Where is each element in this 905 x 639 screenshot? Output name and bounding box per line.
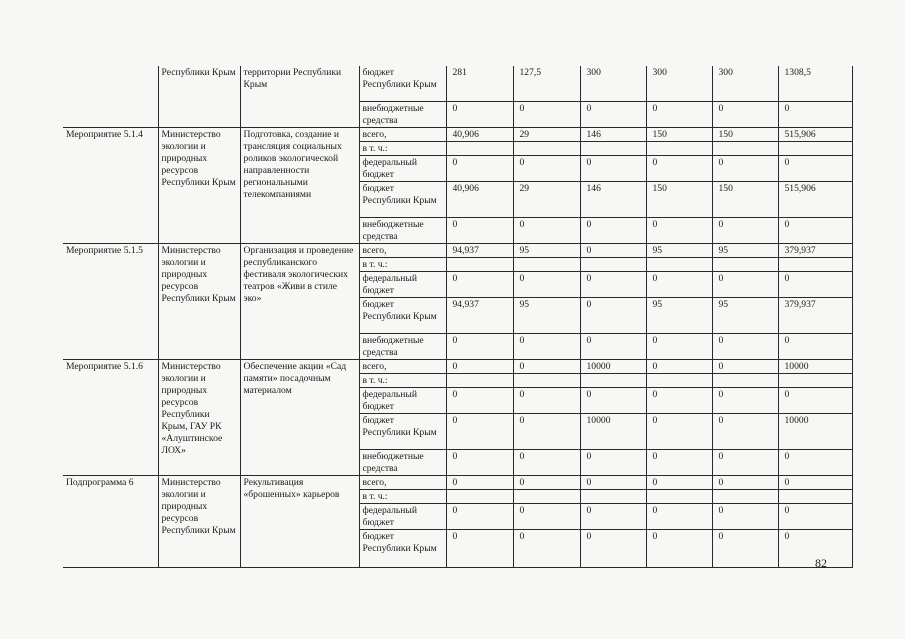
value-cell: 0 [513,359,580,373]
value-cell: 0 [513,217,580,243]
value-cell [513,489,580,503]
value-cell: 0 [446,529,513,567]
funding-source-cell: бюджет Республики Крым [359,66,446,101]
value-cell: 10000 [778,359,852,373]
value-cell: 0 [580,387,646,413]
value-cell: 150 [712,181,778,217]
value-cell: 0 [513,333,580,359]
value-cell: 0 [446,503,513,529]
value-cell: 0 [712,449,778,475]
executor-cell: Министерство экологии и природных ресурсов Республики Крым, ГАУ РК «Алуштинское ЛОХ» [158,359,240,475]
value-cell: 0 [580,529,646,567]
funding-source-cell: в т. ч.: [359,141,446,155]
funding-source-cell: бюджет Республики Крым [359,529,446,567]
table-row [63,243,852,257]
value-cell: 0 [712,529,778,567]
value-cell: 0 [446,155,513,181]
value-cell: 0 [646,503,712,529]
value-cell: 0 [580,449,646,475]
value-cell: 281 [446,66,513,101]
value-cell: 0 [446,217,513,243]
value-cell: 10000 [580,359,646,373]
value-cell: 0 [712,503,778,529]
value-cell: 0 [446,333,513,359]
value-cell: 0 [580,333,646,359]
value-cell [778,373,852,387]
value-cell: 95 [712,243,778,257]
value-cell: 300 [712,66,778,101]
value-cell [778,257,852,271]
value-cell: 0 [778,475,852,489]
value-cell: 0 [778,333,852,359]
description-cell: Организация и проведение республиканского фестиваля экологических театров «Живи в стиле эко» [240,243,359,359]
funding-source-cell: федеральный бюджет [359,503,446,529]
event-cell [63,66,158,127]
funding-source-cell: бюджет Республики Крым [359,413,446,449]
value-cell [712,257,778,271]
value-cell: 0 [513,529,580,567]
value-cell: 0 [712,101,778,127]
value-cell [446,373,513,387]
value-cell: 150 [646,181,712,217]
value-cell: 0 [646,529,712,567]
executor-cell: Министерство экологии и природных ресурсов Республики Крым [158,243,240,359]
value-cell: 0 [778,449,852,475]
value-cell: 95 [712,297,778,333]
value-cell: 0 [646,155,712,181]
value-cell: 0 [646,217,712,243]
funding-source-cell: внебюджетные средства [359,217,446,243]
value-cell [646,141,712,155]
value-cell: 146 [580,127,646,141]
value-cell: 150 [712,127,778,141]
funding-source-cell: бюджет Республики Крым [359,297,446,333]
value-cell: 0 [646,413,712,449]
value-cell [446,141,513,155]
value-cell [580,373,646,387]
value-cell: 0 [646,271,712,297]
value-cell: 0 [778,101,852,127]
value-cell: 0 [646,333,712,359]
funding-source-cell: внебюджетные средства [359,449,446,475]
value-cell [580,141,646,155]
value-cell: 94,937 [446,297,513,333]
value-cell: 127,5 [513,66,580,101]
funding-source-cell: федеральный бюджет [359,271,446,297]
value-cell: 0 [778,271,852,297]
value-cell [580,489,646,503]
value-cell: 10000 [580,413,646,449]
funding-source-cell: всего, [359,243,446,257]
funding-source-cell: внебюджетные средства [359,333,446,359]
value-cell: 0 [446,449,513,475]
value-cell [712,373,778,387]
value-cell: 0 [513,503,580,529]
value-cell: 0 [513,449,580,475]
value-cell: 0 [646,449,712,475]
value-cell: 10000 [778,413,852,449]
description-cell: Обеспечение акции «Сад памяти» посадочным материалом [240,359,359,475]
funding-source-cell: федеральный бюджет [359,387,446,413]
value-cell: 0 [712,271,778,297]
value-cell [646,489,712,503]
value-cell: 0 [513,413,580,449]
value-cell: 0 [646,359,712,373]
page-number: 82 [815,556,827,570]
event-cell: Подпрограмма 6 [63,475,158,567]
table-row [63,359,852,373]
value-cell: 0 [712,155,778,181]
value-cell: 0 [712,387,778,413]
value-cell: 0 [646,387,712,413]
executor-cell: Республики Крым [158,66,240,127]
funding-source-cell: всего, [359,359,446,373]
funding-source-cell: в т. ч.: [359,373,446,387]
value-cell: 0 [513,271,580,297]
value-cell [513,141,580,155]
value-cell [778,141,852,155]
value-cell [712,489,778,503]
value-cell: 94,937 [446,243,513,257]
value-cell: 0 [446,101,513,127]
funding-source-cell: федеральный бюджет [359,155,446,181]
value-cell [580,257,646,271]
value-cell: 0 [513,101,580,127]
value-cell [712,141,778,155]
value-cell: 0 [778,503,852,529]
value-cell: 0 [712,333,778,359]
value-cell: 300 [580,66,646,101]
table-row [63,475,852,489]
funding-source-cell: внебюджетные средства [359,101,446,127]
value-cell: 0 [580,475,646,489]
description-cell: территории Республики Крым [240,66,359,127]
value-cell: 379,937 [778,297,852,333]
executor-cell: Министерство экологии и природных ресурсов Республики Крым [158,127,240,243]
event-cell: Мероприятие 5.1.4 [63,127,158,243]
value-cell: 29 [513,181,580,217]
table-row [63,66,852,101]
event-cell: Мероприятие 5.1.6 [63,359,158,475]
value-cell: 150 [646,127,712,141]
funding-source-cell: в т. ч.: [359,489,446,503]
value-cell: 0 [712,413,778,449]
value-cell: 95 [646,297,712,333]
value-cell: 515,906 [778,127,852,141]
value-cell: 0 [446,475,513,489]
value-cell [778,489,852,503]
value-cell: 0 [646,101,712,127]
value-cell: 515,906 [778,181,852,217]
value-cell: 95 [513,243,580,257]
value-cell: 95 [513,297,580,333]
value-cell: 0 [778,217,852,243]
value-cell: 0 [580,217,646,243]
value-cell: 0 [646,475,712,489]
value-cell: 29 [513,127,580,141]
value-cell: 379,937 [778,243,852,257]
description-cell: Подготовка, создание и трансляция социальных роликов экологической направленности региональными телекомпаниями [240,127,359,243]
value-cell: 0 [580,243,646,257]
value-cell: 0 [446,413,513,449]
budget-table-body [63,66,852,567]
value-cell [646,373,712,387]
value-cell [446,257,513,271]
value-cell: 146 [580,181,646,217]
value-cell: 0 [446,359,513,373]
value-cell: 0 [712,359,778,373]
event-cell: Мероприятие 5.1.5 [63,243,158,359]
value-cell [446,489,513,503]
value-cell: 0 [580,503,646,529]
executor-cell: Министерство экологии и природных ресурсов Республики Крым [158,475,240,567]
funding-source-cell: всего, [359,475,446,489]
value-cell: 0 [778,155,852,181]
value-cell: 0 [446,387,513,413]
value-cell: 40,906 [446,181,513,217]
value-cell: 0 [778,529,852,567]
value-cell: 0 [712,475,778,489]
value-cell: 1308,5 [778,66,852,101]
value-cell: 0 [513,387,580,413]
value-cell: 95 [646,243,712,257]
budget-table [63,66,853,568]
table-row [63,127,852,141]
value-cell: 0 [513,475,580,489]
funding-source-cell: всего, [359,127,446,141]
value-cell: 0 [778,387,852,413]
funding-source-cell: в т. ч.: [359,257,446,271]
value-cell: 0 [580,297,646,333]
description-cell: Рекультивация «брошенных» карьеров [240,475,359,567]
value-cell [646,257,712,271]
value-cell: 0 [446,271,513,297]
value-cell [513,257,580,271]
value-cell [513,373,580,387]
value-cell: 0 [580,155,646,181]
value-cell: 40,906 [446,127,513,141]
value-cell: 0 [712,217,778,243]
value-cell: 0 [580,271,646,297]
value-cell: 0 [580,101,646,127]
value-cell: 0 [513,155,580,181]
value-cell: 300 [646,66,712,101]
funding-source-cell: бюджет Республики Крым [359,181,446,217]
